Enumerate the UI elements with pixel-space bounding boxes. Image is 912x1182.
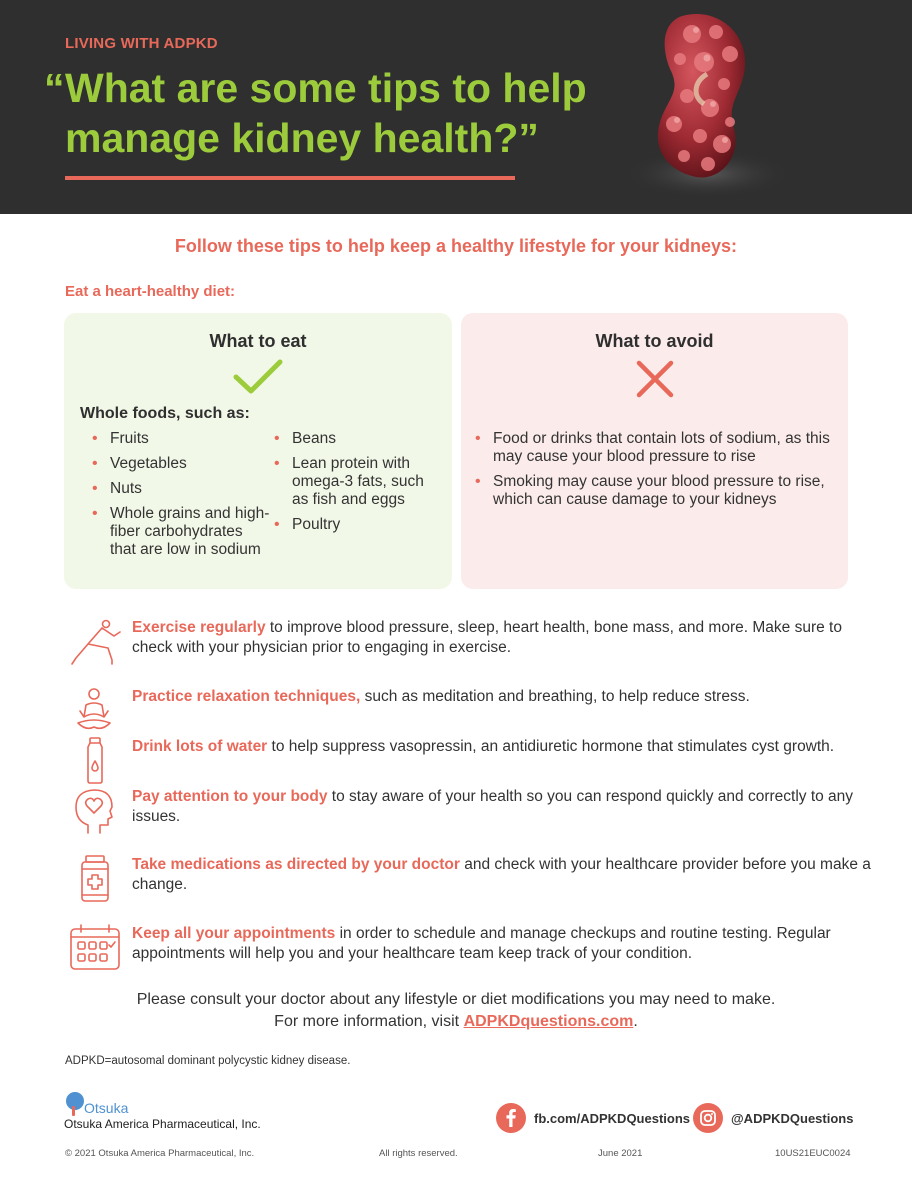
logo-company: Otsuka America Pharmaceutical, Inc. [64, 1117, 261, 1131]
closing-line-1: Please consult your doctor about any lifestyle or diet modifications you may need to make. [136, 991, 776, 1008]
logo-dot-icon [66, 1092, 84, 1110]
facebook-label: fb.com/ADPKDQuestions [534, 1111, 691, 1126]
eat-list-right [274, 430, 444, 541]
list-item: • Smoking may cause your blood pressure to rise, which can cause damage to your kidneys [475, 473, 840, 509]
title-line-2: manage kidney health?” [65, 115, 539, 161]
otsuka-logo [64, 1090, 294, 1135]
eyebrow-label: LIVING WITH ADPKD [65, 35, 218, 52]
calendar-icon [66, 924, 124, 972]
checkmark-icon [233, 359, 283, 395]
intro-heading: Follow these tips to help keep a healthy lifestyle for your kidneys: [174, 236, 738, 256]
tip-text: Drink lots of water to help suppress vasopressin, an antidiuretic hormone that stimulates cyst growth. [132, 738, 835, 755]
date-text: June 2021 [598, 1148, 643, 1159]
list-item: • Whole grains and high-fiber carbohydrates that are low in sodium [92, 505, 272, 559]
list-item: • Vegetables [92, 455, 272, 473]
list-item: • Nuts [92, 480, 272, 498]
x-mark-icon [635, 359, 675, 399]
whole-foods-label: Whole foods, such as: [80, 405, 250, 422]
abbreviation-footnote: ADPKD=autosomal dominant polycystic kidney disease. [65, 1055, 351, 1067]
header-banner [0, 0, 912, 214]
list-item: • Food or drinks that contain lots of sodium, as this may cause your blood pressure to rise [475, 430, 840, 466]
list-item: • Fruits [92, 430, 272, 448]
facebook-link[interactable] [496, 1103, 696, 1135]
medicine-bottle-icon [66, 855, 124, 903]
what-to-avoid-title: What to avoid [595, 331, 714, 351]
copyright-text: © 2021 Otsuka America Pharmaceutical, Inc. [65, 1148, 255, 1159]
what-to-eat-title: What to eat [209, 331, 307, 351]
instagram-label: @ADPKDQuestions [731, 1111, 854, 1126]
what-to-avoid-card [461, 313, 848, 589]
what-to-eat-card [64, 313, 452, 589]
title-line-1: What are some tips to help [65, 65, 587, 111]
tip-text: Pay attention to your body to stay aware of your health so you can respond quickly and correctly to any issues. [132, 788, 854, 825]
yoga-pose-icon [66, 618, 124, 666]
tip-text: Take medications as directed by your doctor and check with your healthcare provider before you make a change. [132, 856, 871, 893]
closing-line-2: For more information, visit ADPKDquestions.com. [274, 1013, 638, 1030]
open-quote: “ [44, 65, 65, 111]
title-underline [65, 176, 515, 180]
meditation-icon [66, 687, 124, 735]
tip-text: Practice relaxation techniques, such as meditation and breathing, to help reduce stress. [132, 688, 750, 705]
head-heart-icon [66, 787, 124, 835]
eat-list-left [92, 430, 272, 566]
facebook-icon [496, 1103, 526, 1133]
polycystic-kidney-image [612, 4, 792, 204]
list-item: • Beans [274, 430, 444, 448]
instagram-icon [693, 1103, 723, 1133]
diet-heading: Eat a heart-healthy diet: [65, 283, 236, 300]
instagram-link[interactable] [693, 1103, 863, 1135]
list-item: • Poultry [274, 516, 444, 534]
page-title [44, 63, 624, 163]
avoid-list [475, 430, 840, 516]
tip-text: Exercise regularly to improve blood pressure, sleep, heart health, bone mass, and more. Make sure to check with your physician prior to engaging in exercise. [132, 619, 842, 656]
rights-text: All rights reserved. [379, 1148, 458, 1159]
water-bottle-icon [66, 737, 124, 785]
list-item: • Lean protein with omega-3 fats, such as fish and eggs [274, 455, 444, 509]
closing-note [0, 989, 912, 1033]
tip-text: Keep all your appointments in order to schedule and manage checkups and routine testing. Regular appointments will help you and your healthcare team keep track of your condition. [132, 925, 831, 962]
website-link[interactable]: ADPKDquestions.com [463, 1013, 634, 1030]
document-code: 10US21EUC0024 [775, 1148, 851, 1159]
logo-brand: Otsuka [84, 1100, 129, 1116]
